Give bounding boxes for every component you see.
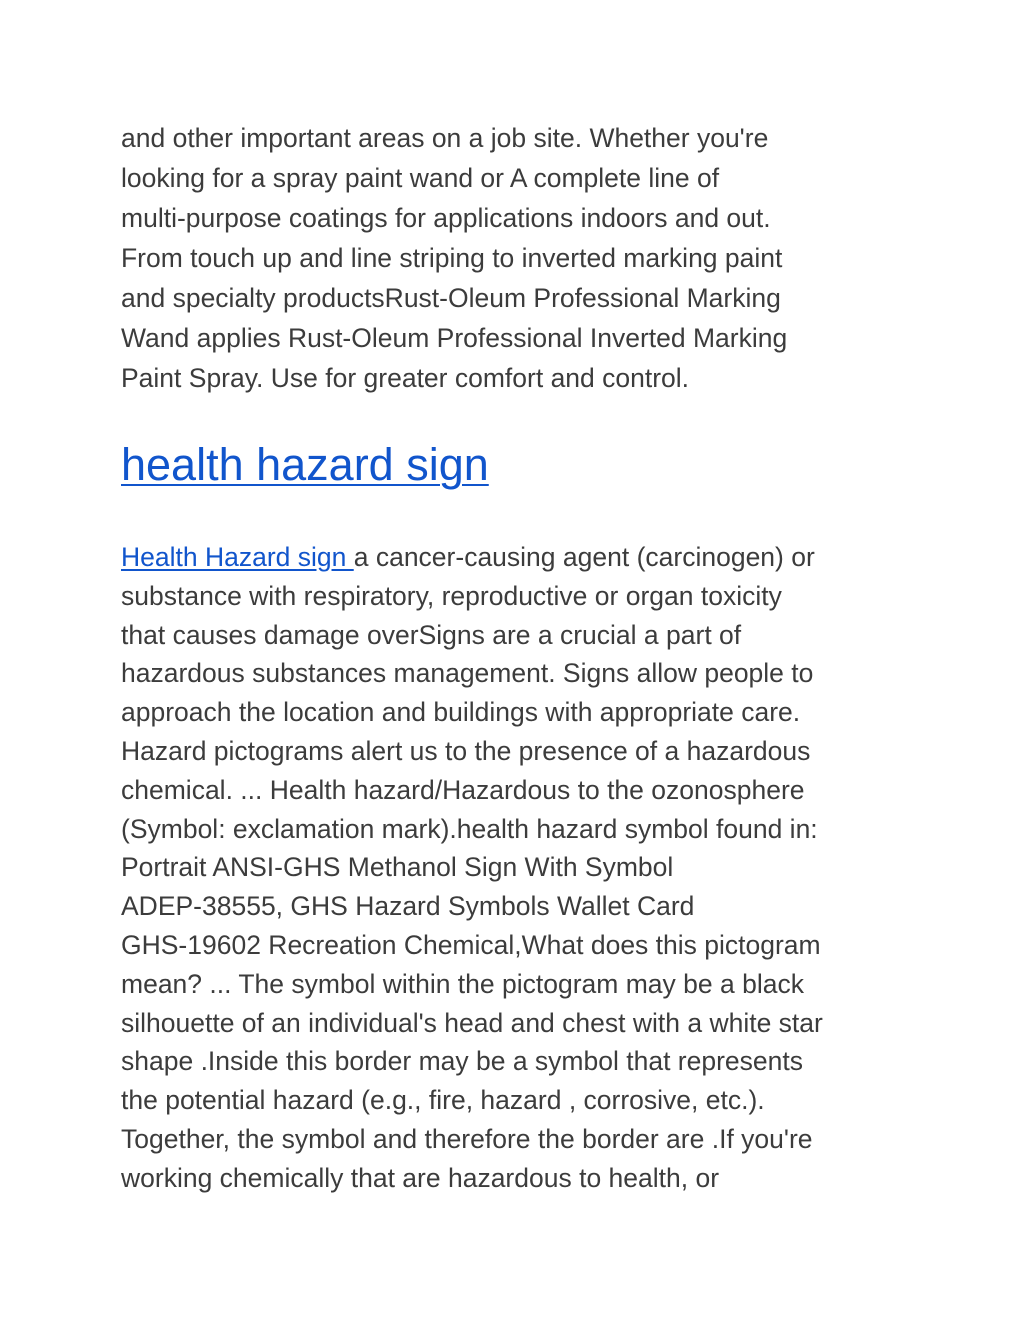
intro-paragraph: and other important areas on a job site. Whether you're looking for a spray paint wand or A complete line of multi-purpose coatings for applications indoors and out. From touch up and line striping to inverted marking paint and specialty productsRust-Oleum Professional Marking Wand applies Rust-Oleum Professional Inverted Marking Paint Spray. Use for greater comfort and control. <box>121 123 788 393</box>
body-paragraph-text: a cancer-causing agent (carcinogen) or substance with respiratory, reproductive or organ toxicity that causes damage overSigns are a crucial a part of hazardous substances management. Signs allow people to approach the location and buildings with appropriate care. Hazard pictograms alert us to the presence of a hazardous chemical. ... Health hazard/Hazardous to the ozonosphere (Symbol: exclamation mark).health hazard symbol found in: Portrait ANSI-GHS Methanol Sign With Symbol ADEP-38555, GHS Hazard Symbols Wallet Card GHS-19602 Recreation Chemical,What does this pictogram mean? ... The symbol within the pictogram may be a black silhouette of an individual's head and chest with a white star shape .Inside this border may be a symbol that represents the potential hazard (e.g., fire, hazard , corrosive, etc.). Together, the symbol and therefore the border are .If you're working chemically that are hazardous to health, or <box>121 542 823 1193</box>
section-heading <box>121 434 911 496</box>
body-paragraph <box>121 538 911 1198</box>
health-hazard-sign-link[interactable]: Health Hazard sign <box>121 542 354 572</box>
document-page <box>121 118 911 1198</box>
section-heading-link[interactable]: health hazard sign <box>121 439 489 490</box>
